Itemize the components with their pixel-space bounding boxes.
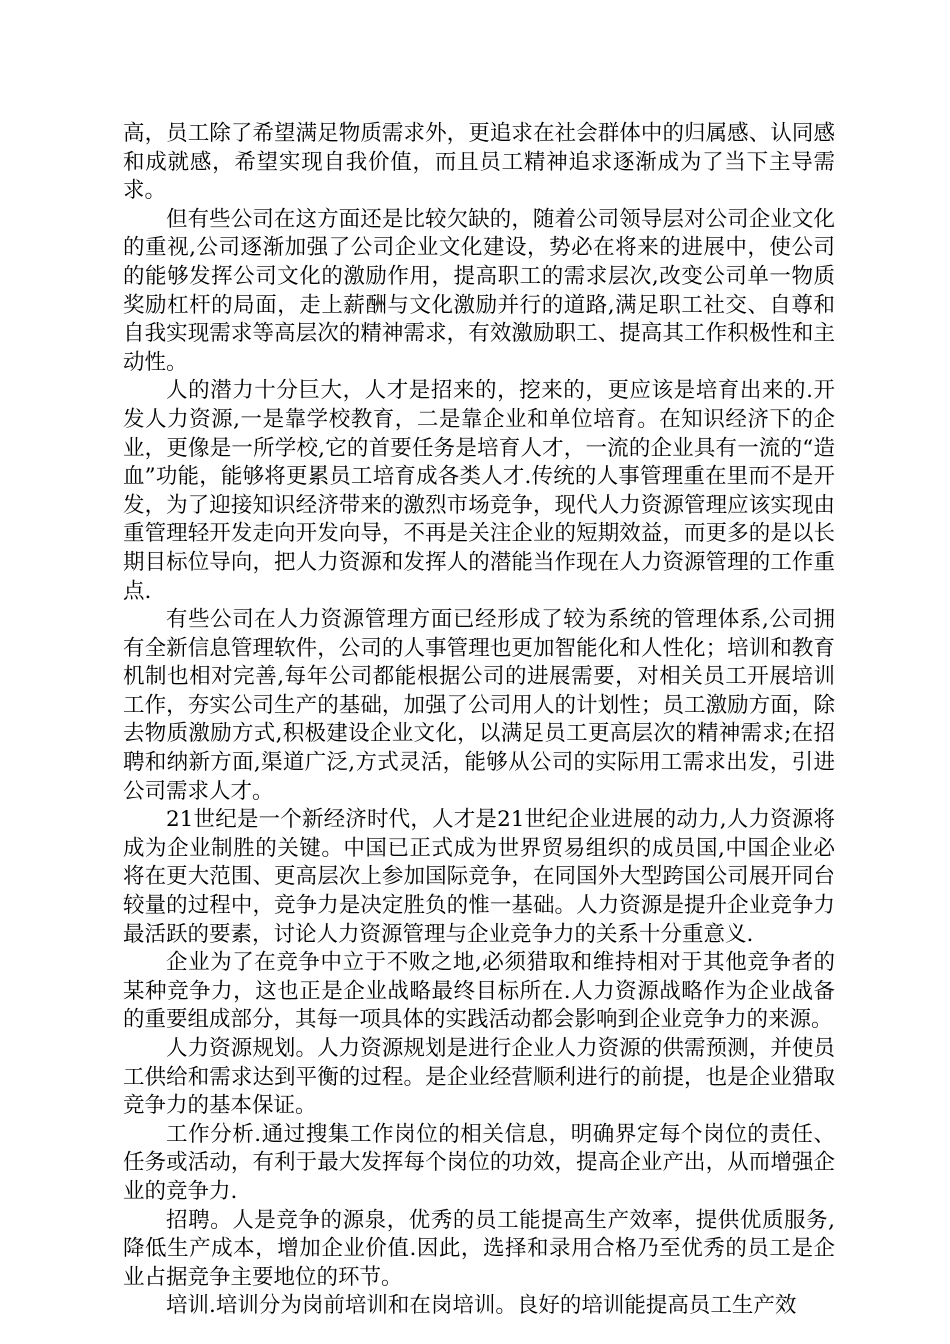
paragraph-10: 培训.培训分为岗前培训和在岗培训。良好的培训能提高员工生产效: [166, 1293, 797, 1319]
paragraph-3: 人的潜力十分巨大，人才是招来的，挖来的，更应该是培育出来的.开发人力资源,一是靠学校教育，二是靠企业和单位培育。在知识经济下的企业，更像是一所学校,它的首要任务是培育人才，一流的企业具有一流的“造血”功能，能够将更累员工培育成各类人才.传统的人事管理重在里而不是开发，为了迎接知识经济带来的激烈市场竞争，现代人力资源管理应该实现由重管理轻开发走向开发向导，不再是关注企业的短期效益，而更多的是以长期目标位导向，把人力资源和发挥人的潜能当作现在人力资源管理的工作重点.: [123, 378, 835, 604]
paragraph-1: 高，员工除了希望满足物质需求外，更追求在社会群体中的归属感、认同感和成就感，希望实现自我价值，而且员工精神追求逐渐成为了当下主导需求。: [123, 121, 835, 204]
paragraph-9: 招聘。人是竞争的源泉，优秀的员工能提高生产效率，提供优质服务,降低生产成本，增加企业价值.因此，选择和录用合格乃至优秀的员工是企业占据竞争主要地位的环节。: [123, 1207, 835, 1290]
paragraph-6: 企业为了在竞争中立于不败之地,必须猎取和维持相对于其他竞争者的某种竞争力，这也正是企业战略最终目标所在.人力资源战略作为企业战备的重要组成部分，其每一项具体的实践活动都会影响到企业竞争力的来源。: [123, 950, 835, 1033]
paragraph-2: 但有些公司在这方面还是比较欠缺的，随着公司领导层对公司企业文化的重视,公司逐渐加强了公司企业文化建设，势必在将来的进展中，使公司的能够发挥公司文化的激励作用，提高职工的需求层次,改变公司单一物质奖励杠杆的局面，走上薪酬与文化激励并行的道路,满足职工社交、自尊和自我实现需求等高层次的精神需求，有效激励职工、提高其工作积极性和主动性。: [123, 206, 835, 375]
paragraph-8: 工作分析.通过搜集工作岗位的相关信息，明确界定每个岗位的责任、任务或活动，有利于最大发挥每个岗位的功效，提高企业产出，从而增强企业的竞争力.: [123, 1121, 835, 1204]
paragraph-7: 人力资源规划。人力资源规划是进行企业人力资源的供需预测，并使员工供给和需求达到平衡的过程。是企业经营顺利进行的前提，也是企业猎取竞争力的基本保证。: [123, 1036, 835, 1119]
paragraph-4: 有些公司在人力资源管理方面已经形成了较为系统的管理体系,公司拥有全新信息管理软件，公司的人事管理也更加智能化和人性化；培训和教育机制也相对完善,每年公司都能根据公司的进展需要，对相关员工开展培训工作，夯实公司生产的基础，加强了公司用人的计划性；员工激励方面，除去物质激励方式,积极建设企业文化，以满足员工更高层次的精神需求;在招聘和纳新方面,渠道广泛,方式灵活，能够从公司的实际用工需求出发，引进公司需求人才。: [123, 607, 835, 804]
paragraph-5: 21世纪是一个新经济时代，人才是21世纪企业进展的动力,人力资源将成为企业制胜的关键。中国已正式成为世界贸易组织的成员国,中国企业必将在更大范围、更高层次上参加国际竞争，在同国外大型跨国公司展开同台较量的过程中，竞争力是决定胜负的惟一基础。人力资源是提升企业竞争力最活跃的要素，讨论人力资源管理与企业竞争力的关系十分重意义.: [123, 807, 835, 947]
document-body: [123, 120, 835, 1321]
